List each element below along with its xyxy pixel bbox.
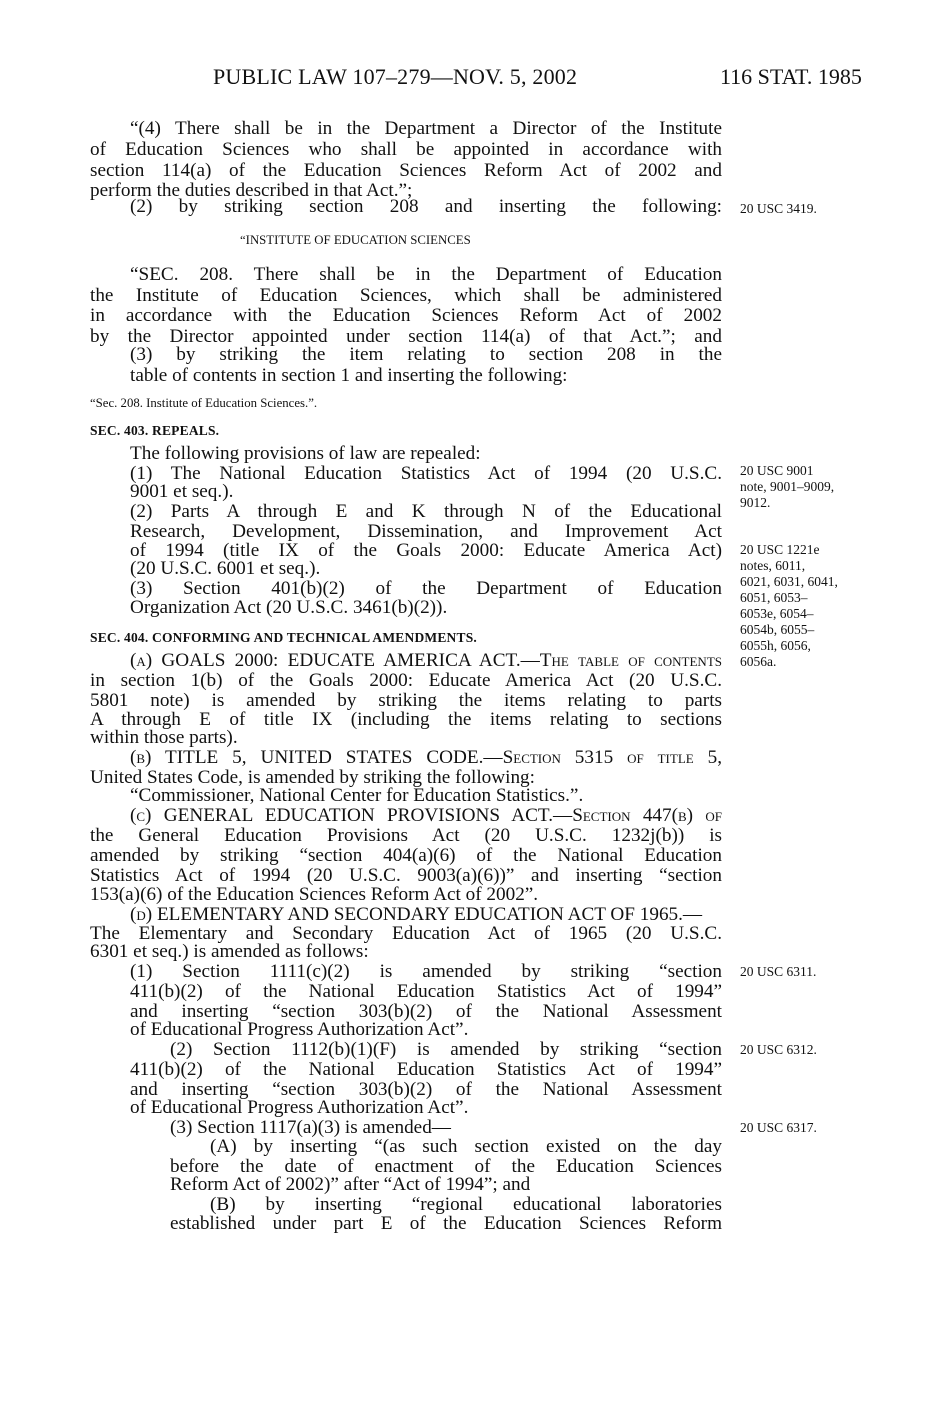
text-line: Organization Act (20 U.S.C. 3461(b)(2)). [130,597,448,618]
text-line: (3) Section 1117(a)(3) is amended— [170,1117,451,1138]
margin-citation: 20 USC 1221e notes, 6011, 6021, 6031, 6041, 6051, 6053– 6053e, 6054– 6054b, 6055– 6055h, 6056, 6056a. [740,542,838,669]
text-line: “INSTITUTE OF EDUCATION SCIENCES [240,233,471,247]
running-header-page: 116 STAT. 1985 [720,64,862,89]
text-line: and inserting “section 303(b)(2) of the National Assessment [130,1001,722,1022]
text-line: the Institute of Education Sciences, which shall be administered [90,285,722,306]
text-line: (3) by striking the item relating to section 208 in the [130,344,722,365]
text-line: (2) Parts A through E and K through N of the Educational [130,501,722,522]
text-line: before the date of enactment of the Education Sciences [170,1156,722,1177]
text-line: “Sec. 208. Institute of Education Sciences.”. [90,396,318,410]
text-line: section 114(a) of the Education Sciences Reform Act of 2002 and [90,160,722,181]
text-line: 5801 note) is amended by striking the items relating to parts [90,690,722,711]
text-line: 6301 et seq.) is amended as follows: [90,941,369,962]
text-line: (B) by inserting “regional educational laboratories [210,1194,722,1215]
text-line: amended by striking “section 404(a)(6) of the National Education [90,845,722,866]
text-line: perform the duties described in that Act.”; [90,180,413,201]
text-line: United States Code, is amended by striking the following: [90,767,535,788]
margin-citation: 20 USC 6317. [740,1120,817,1135]
text-line: Statistics Act of 1994 (20 U.S.C. 9003(a)(6))” and inserting “section [90,865,722,886]
text-line: in accordance with the Education Sciences Reform Act of 2002 [90,305,722,326]
text-line: A through E of title IX (including the items relating to sections [90,709,722,730]
text-line: in section 1(b) of the Goals 2000: Educate America Act (20 U.S.C. [90,670,722,691]
text-line: (2) by striking section 208 and inserting the following: [130,196,722,217]
text-line: (b) TITLE 5, UNITED STATES CODE.—Section 5315 of title 5, [130,747,722,768]
text-line: of 1994 (title IX of the Goals 2000: Educate America Act) [130,540,722,561]
text-line: and inserting “section 303(b)(2) of the National Assessment [130,1079,722,1100]
section-heading: SEC. 404. CONFORMING AND TECHNICAL AMENDMENTS. [90,630,477,645]
text-line: The Elementary and Secondary Education Act of 1965 (20 U.S.C. [90,923,722,944]
text-line: 411(b)(2) of the National Education Statistics Act of 1994” [130,981,722,1002]
text-line: of Education Sciences who shall be appointed in accordance with [90,139,722,160]
text-line: Research, Development, Dissemination, and Improvement Act [130,521,722,542]
text-line: table of contents in section 1 and inserting the following: [130,365,568,386]
text-line: (3) Section 401(b)(2) of the Department of Education [130,578,722,599]
text-line: (2) Section 1112(b)(1)(F) is amended by striking “section [170,1039,722,1060]
text-line: 9001 et seq.). [130,481,234,502]
text-line: “(4) There shall be in the Department a Director of the Institute [130,118,722,139]
text-line: Reform Act of 2002)” after “Act of 1994”; and [170,1174,531,1195]
text-line: of Educational Progress Authorization Act”. [130,1019,469,1040]
text-line: the General Education Provisions Act (20 U.S.C. 1232j(b)) is [90,825,722,846]
text-line: (c) GENERAL EDUCATION PROVISIONS ACT.—Section 447(b) of [130,805,722,826]
text-line: (20 U.S.C. 6001 et seq.). [130,558,321,579]
text-line: (a) GOALS 2000: EDUCATE AMERICA ACT.—The table of contents [130,650,722,671]
text-line: (1) Section 1111(c)(2) is amended by striking “section [130,961,722,982]
text-line: established under part E of the Education Sciences Reform [170,1213,722,1234]
text-line: of Educational Progress Authorization Act”. [130,1097,469,1118]
section-heading: SEC. 403. REPEALS. [90,423,220,438]
text-line: within those parts). [90,727,238,748]
margin-citation: 20 USC 3419. [740,201,817,216]
text-line: 153(a)(6) of the Education Sciences Reform Act of 2002”. [90,884,539,905]
running-header-title: PUBLIC LAW 107–279—NOV. 5, 2002 [213,64,578,89]
margin-citation: 20 USC 9001 note, 9001–9009, 9012. [740,463,835,510]
text-line: (d) ELEMENTARY AND SECONDARY EDUCATION ACT OF 1965.— [130,904,703,925]
margin-citation: 20 USC 6311. [740,964,817,979]
text-line: “SEC. 208. There shall be in the Department of Education [130,264,722,285]
text-line: The following provisions of law are repealed: [130,443,481,464]
text-line: (1) The National Education Statistics Act of 1994 (20 U.S.C. [130,463,722,484]
text-line: 411(b)(2) of the National Education Statistics Act of 1994” [130,1059,722,1080]
text-line: by the Director appointed under section 114(a) of that Act.”; and [90,326,722,347]
text-line: “Commissioner, National Center for Education Statistics.”. [130,785,584,806]
margin-citation: 20 USC 6312. [740,1042,817,1057]
text-line: (A) by inserting “(as such section existed on the day [210,1136,722,1157]
